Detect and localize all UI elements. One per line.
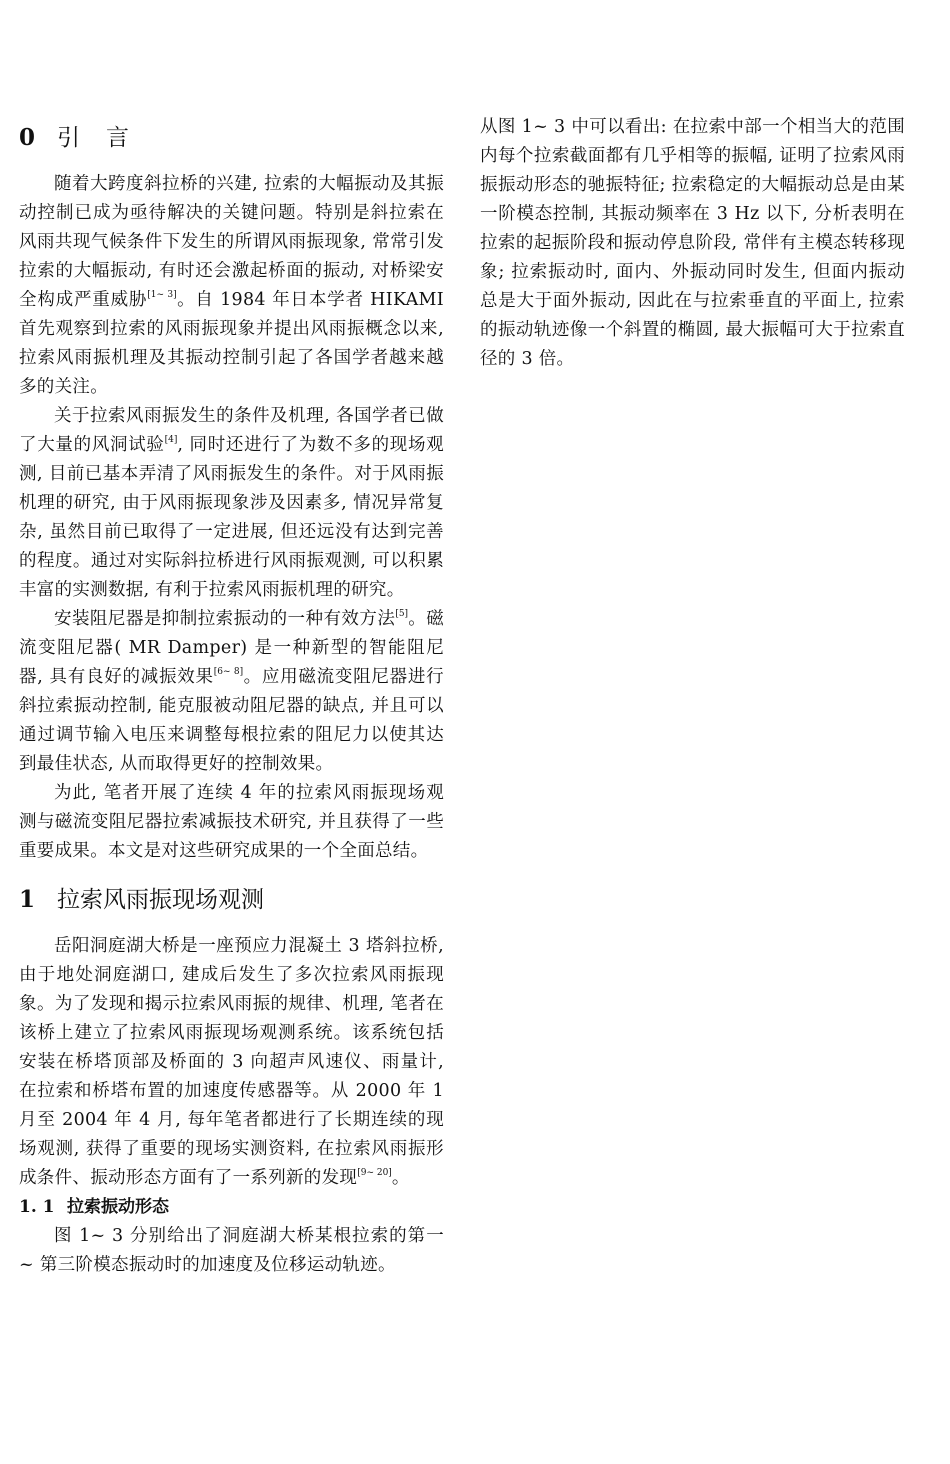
paragraph: 安装阻尼器是抑制拉索振动的一种有效方法[5]。磁流变阻尼器( MR Damper) 是一种新型的智能阻尼器, 具有良好的减振效果[6~ 8]。应用磁流变阻尼器进行斜拉索振动控制, 能克服被动阻尼器的缺点, 并且可以通过调节输入电压来调整每根拉索的阻尼力以使其达到最佳状态, 从而取得更好的控制效果。 [19,609,444,774]
paragraph: 随着大跨度斜拉桥的兴建, 拉索的大幅振动及其振动控制已成为亟待解决的关键问题。特别是斜拉索在风雨共现气候条件下发生的所谓风雨振现象, 常常引发拉索的大幅振动, 有时还会激起桥面的振动, 对桥梁安全构成严重威胁[1~ 3]。自 1984 年日本学者 HIKAMI 首先观察到拉索的风雨振现象并提出风雨振概念以来, 拉索风雨振机理及其振动控制引起了各国学者越来越多的关注。 [19,174,444,397]
section-heading-field-observation [19,880,444,920]
section-title: 引言 [57,125,155,151]
paragraph: 关于拉索风雨振发生的条件及机理, 各国学者已做了大量的风洞试验[4], 同时还进行了为数不多的现场观测, 目前已基本弄清了风雨振发生的条件。对于风雨振机理的研究, 由于风雨振现象涉及因素多, 情况异常复杂, 虽然目前已取得了一定进展, 但还远没有达到完善的程度。通过对实际斜拉桥进行风雨振观测, 可以积累丰富的实测数据, 有利于拉索风雨振机理的研究。 [19,406,444,600]
paragraph: 岳阳洞庭湖大桥是一座预应力混凝土 3 塔斜拉桥, 由于地处洞庭湖口, 建成后发生了多次拉索风雨振现象。为了发现和揭示拉索风雨振的规律、机理, 笔者在该桥上建立了拉索风雨振现场观测系统。该系统包括安装在桥塔顶部及桥面的 3 向超声风速仪、雨量计, 在拉索和桥塔布置的加速度传感器等。从 2000 年 1 月至 2004 年 4 月, 每年笔者都进行了长期连续的现场观测, 获得了重要的现场实测资料, 在拉索风雨振形成条件、振动形态方面有了一系列新的发现[9~ 20]。 [19,936,444,1188]
subsection-title: 拉索振动形态 [67,1197,169,1217]
citation: [1~ 3] [147,290,177,300]
right-column [480,113,905,374]
section-number: 0 [19,124,36,151]
citation: [6~ 8] [213,667,244,677]
subsection-heading-vibration-mode [19,1193,444,1222]
section-heading-introduction [19,118,444,158]
section-title: 拉索风雨振现场观测 [57,887,264,913]
citation: [5] [395,609,409,619]
paragraph: 从图 1~ 3 中可以看出: 在拉索中部一个相当大的范围内每个拉索截面都有几乎相等的振幅, 证明了拉索风雨振振动形态的驰振特征; 拉索稳定的大幅振动总是由某一阶模态控制, 其振动频率在 3 Hz 以下, 分析表明在拉索的起振阶段和振动停息阶段, 常伴有主模态转移现象; 拉索振动时, 面内、外振动同时发生, 但面内振动总是大于面外振动, 因此在与拉索垂直的平面上, 拉索的振动轨迹像一个斜置的椭圆, 最大振幅可大于拉索直径的 3 倍。 [480,117,905,369]
subsection-number: 1. 1 [19,1197,55,1217]
citation: [9~ 20] [357,1168,392,1178]
left-column [19,118,444,1280]
section-number: 1 [19,886,36,913]
citation: [4] [164,435,178,445]
paragraph: 为此, 笔者开展了连续 4 年的拉索风雨振现场观测与磁流变阻尼器拉索减振技术研究, 并且获得了一些重要成果。本文是对这些研究成果的一个全面总结。 [19,783,444,861]
paragraph: 图 1~ 3 分别给出了洞庭湖大桥某根拉索的第一~ 第三阶模态振动时的加速度及位移运动轨迹。 [19,1226,444,1275]
